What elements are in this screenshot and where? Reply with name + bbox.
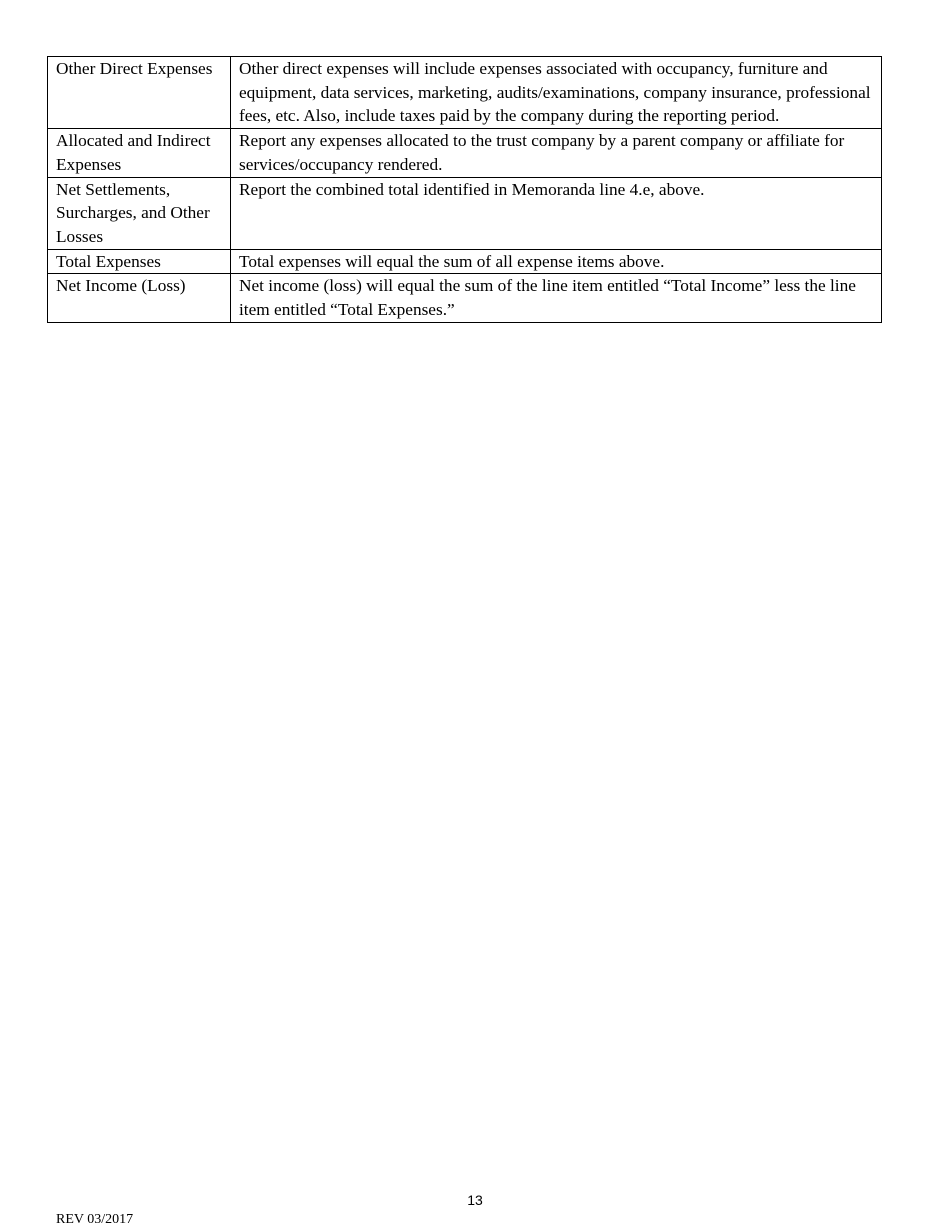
table-row [48,249,882,274]
description-cell: Total expenses will equal the sum of all expense items above. [231,249,882,274]
term-cell: Total Expenses [48,249,231,274]
description-cell: Other direct expenses will include expenses associated with occupancy, furniture and equipment, data services, marketing, audits/examinations, company insurance, professional fees, etc. Also, include taxes paid by the company during the reporting period. [231,57,882,129]
table-row [48,177,882,249]
description-cell: Report the combined total identified in Memoranda line 4.e, above. [231,177,882,249]
description-cell: Report any expenses allocated to the trust company by a parent company or affiliate for services/occupancy rendered. [231,129,882,177]
page-number: 13 [467,1192,483,1208]
table-row [48,274,882,322]
term-cell: Net Settlements, Surcharges, and Other Losses [48,177,231,249]
term-cell: Other Direct Expenses [48,57,231,129]
table-row [48,129,882,177]
term-cell: Net Income (Loss) [48,274,231,322]
term-cell: Allocated and Indirect Expenses [48,129,231,177]
revision-label: REV 03/2017 [56,1212,134,1227]
description-cell: Net income (loss) will equal the sum of the line item entitled “Total Income” less the line item entitled “Total Expenses.” [231,274,882,322]
table-row [48,57,882,129]
definitions-table [47,56,882,323]
